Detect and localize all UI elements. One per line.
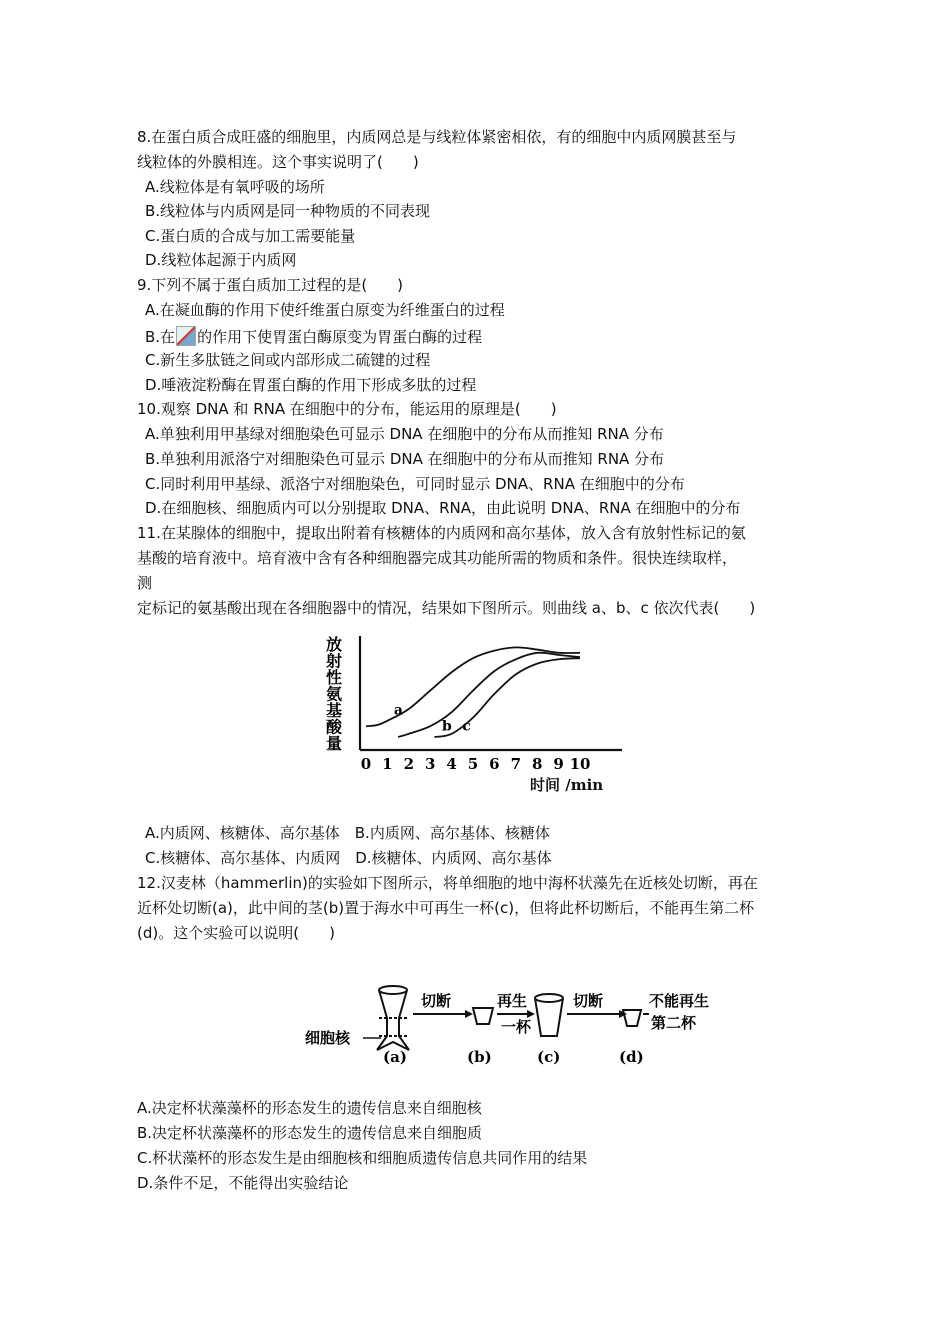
q11-stem-line3: 测 [137, 574, 153, 592]
q12-stem-line2: 近杯处切断(a)，此中间的茎(b)置于海水中可再生一杯(c)，但将此杯切断后，不能再生第二杯 [137, 899, 755, 917]
x-tick-label: 0 [360, 755, 372, 773]
q11-stem-line1: 11.在某腺体的细胞中，提取出附着有核糖体的内质网和高尔基体，放入含有放射性标记的氨 [137, 524, 746, 542]
q10-option-b: B.单独利用派洛宁对细胞染色可显示 DNA 在细胞中的分布从而推知 RNA 分布 [145, 450, 665, 468]
broken-image-icon [176, 326, 196, 346]
q12-option-a: A.决定杯状藻藻杯的形态发生的遗传信息来自细胞核 [137, 1099, 482, 1117]
y-label-char: 射 [326, 651, 343, 671]
curve-label-b: b [441, 718, 452, 735]
q8-stem-line2: 线粒体的外膜相连。这个事实说明了( ) [137, 153, 419, 171]
y-label-char: 基 [326, 701, 343, 720]
cut1-label: 切断 [421, 992, 452, 1010]
q8-stem-line1: 8.在蛋白质合成旺盛的细胞里，内质网总是与线粒体紧密相依，有的细胞中内质网膜甚至与 [137, 128, 737, 146]
x-tick-label: 10 [569, 755, 591, 773]
y-label-char: 氨 [326, 684, 343, 704]
stalk-d-shape [623, 1010, 641, 1026]
label-a: (a) [383, 1048, 407, 1066]
q8-option-a: A.线粒体是有氧呼吸的场所 [145, 178, 325, 196]
label-c: (c) [537, 1048, 561, 1066]
diagram-svg [305, 978, 730, 1073]
q12-stem-line1: 12.汉麦林（hammerlin)的实验如下图所示，将单细胞的地中海杯状藻先在近核处切断，再在 [137, 874, 758, 892]
q11-stem-line2: 基酸的培育液中。培育液中含有各种细胞器完成其功能所需的物质和条件。很快连续取样， [137, 549, 738, 567]
regen-bottom-label: 一杯 [501, 1018, 532, 1036]
q9-option-c: C.新生多肽链之间或内部形成二硫键的过程 [145, 351, 431, 369]
q8-option-b: B.线粒体与内质网是同一种物质的不同表现 [145, 202, 431, 220]
curve-label-a: a [393, 702, 403, 719]
x-tick-label: 3 [424, 755, 436, 773]
x-axis-label: 时间 /min [530, 776, 604, 794]
q10-option-a: A.单独利用甲基绿对细胞染色可显示 DNA 在细胞中的分布从而推知 RNA 分布 [145, 425, 664, 443]
cup-c-shape [535, 994, 563, 1036]
x-tick-label: 9 [553, 755, 564, 773]
q9-option-b-prefix: B.在 [145, 328, 176, 346]
x-tick-label: 2 [403, 755, 415, 773]
q9-stem: 9.下列不属于蛋白质加工过程的是( ) [137, 276, 404, 294]
y-label-char: 量 [326, 734, 343, 753]
label-b: (b) [467, 1048, 492, 1066]
q11-options-ab: A.内质网、核糖体、高尔基体 B.内质网、高尔基体、核糖体 [145, 824, 550, 842]
x-tick-label: 1 [382, 755, 393, 773]
regen-top-label: 再生 [497, 992, 528, 1010]
y-axis-label [326, 635, 343, 753]
q10-option-c: C.同时利用甲基绿、派洛宁对细胞染色，可同时显示 DNA、RNA 在细胞中的分布 [145, 475, 685, 493]
x-tick-label: 5 [467, 755, 479, 773]
q12-option-c: C.杯状藻杯的形态发生是由细胞核和细胞质遗传信息共同作用的结果 [137, 1149, 588, 1167]
q9-option-d: D.唾液淀粉酶在胃蛋白酶的作用下形成多肽的过程 [145, 376, 477, 394]
x-tick-labels [361, 755, 591, 773]
arrow-regen-head [527, 1010, 535, 1018]
q9-option-b [145, 326, 482, 347]
q12-option-b: B.决定杯状藻藻杯的形态发生的遗传信息来自细胞质 [137, 1124, 483, 1142]
amino-acid-chart [322, 628, 642, 800]
cut2-label: 切断 [573, 992, 604, 1010]
q10-option-d: D.在细胞核、细胞质内可以分别提取 DNA、RNA，由此说明 DNA、RNA 在细胞中的分布 [145, 499, 741, 517]
q12-option-d: D.条件不足，不能得出实验结论 [137, 1174, 349, 1192]
no-regen-bottom-label: 第二杯 [651, 1014, 697, 1032]
q8-option-d: D.线粒体起源于内质网 [145, 251, 297, 269]
x-tick-label: 6 [489, 755, 500, 773]
q11-options-cd: C.核糖体、高尔基体、内质网 D.核糖体、内质网、高尔基体 [145, 849, 552, 867]
x-tick-label: 4 [446, 755, 457, 773]
q11-stem-line4: 定标记的氨基酸出现在各细胞器中的情况，结果如下图所示。则曲线 a、b、c 依次代表( ) [137, 599, 756, 617]
q9-option-b-suffix: 的作用下使胃蛋白酶原变为胃蛋白酶的过程 [197, 328, 483, 346]
label-d: (d) [619, 1048, 644, 1066]
cell-a-shape [377, 986, 409, 1050]
stalk-b-shape [473, 1008, 493, 1024]
x-tick-label: 7 [510, 755, 522, 773]
chart-svg [322, 628, 642, 800]
y-label-char: 性 [326, 668, 343, 687]
q8-option-c: C.蛋白质的合成与加工需要能量 [145, 227, 356, 245]
x-tick-label: 8 [531, 755, 543, 773]
acetabularia-diagram [305, 978, 730, 1073]
y-label-char: 酸 [326, 717, 343, 737]
no-regen-top-label: 不能再生 [649, 992, 710, 1010]
q10-stem: 10.观察 DNA 和 RNA 在细胞中的分布，能运用的原理是( ) [137, 400, 557, 418]
q12-stem-line3: (d)。这个实验可以说明( ) [137, 924, 335, 942]
chart-curves [366, 647, 580, 737]
curve-c [434, 658, 580, 737]
y-label-char: 放 [326, 635, 343, 654]
arrow-cut1-head [465, 1010, 473, 1018]
curve-label-c: c [462, 718, 471, 735]
nucleus-label: 细胞核 [305, 1029, 351, 1047]
q9-option-a: A.在凝血酶的作用下使纤维蛋白原变为纤维蛋白的过程 [145, 301, 505, 319]
